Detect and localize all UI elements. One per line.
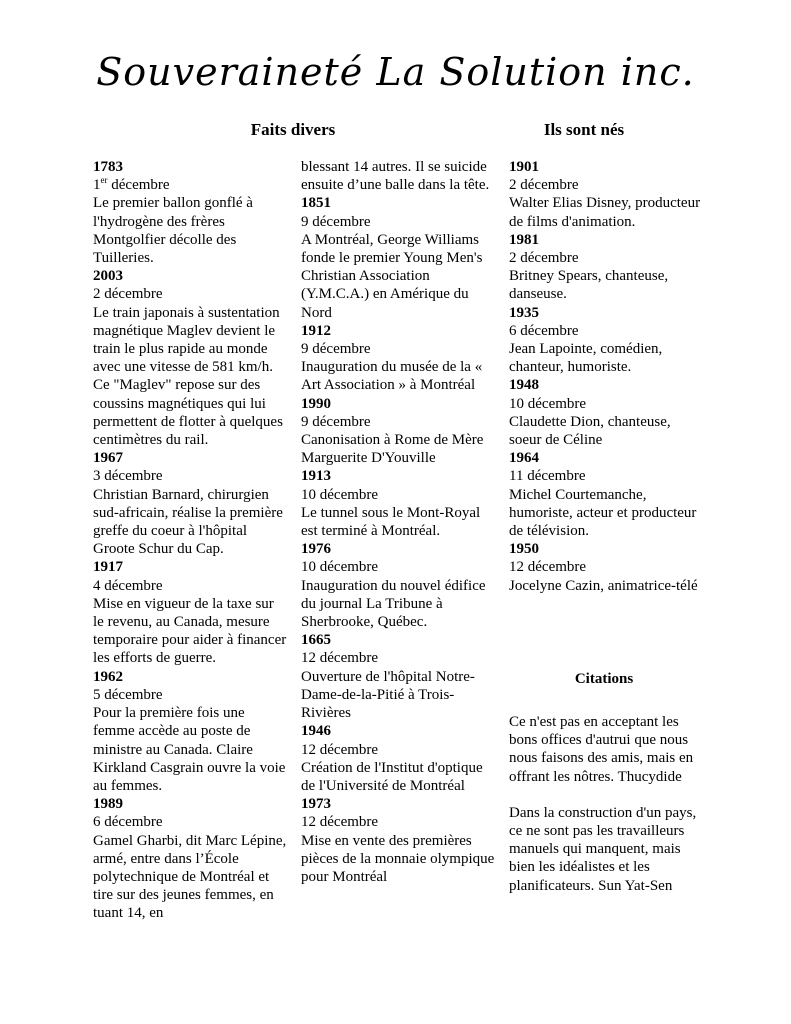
- entry-year: 1950: [509, 541, 539, 558]
- page-title: Souveraineté La Solution inc.: [96, 50, 695, 94]
- entry-text: Jocelyne Cazin, animatrice-télé: [509, 577, 698, 594]
- entry-date: 11 décembre: [509, 468, 586, 485]
- entry-date: 12 décembre: [301, 650, 379, 667]
- list-item: [509, 158, 704, 231]
- entry-year: 1912: [301, 322, 331, 339]
- list-item: [93, 795, 288, 922]
- entry-year: 1973: [301, 796, 331, 813]
- entry-year: 1948: [509, 377, 539, 394]
- entry-date: 12 décembre: [301, 741, 379, 758]
- entry-year: 1851: [301, 195, 331, 212]
- list-item: [301, 322, 496, 395]
- faits-column-2: [301, 158, 496, 886]
- entry-text: Walter Elias Disney, producteur de films d'animation.: [509, 195, 701, 230]
- entry-year: 1917: [93, 559, 123, 576]
- entry-text: Canonisation à Rome de Mère Marguerite D'Youville: [301, 432, 484, 467]
- quote-item: [509, 713, 704, 786]
- list-item: [93, 449, 288, 558]
- entry-date: 3 décembre: [93, 468, 163, 485]
- entry-year: 1976: [301, 541, 331, 558]
- quote-author: Thucydide: [617, 768, 682, 785]
- list-item: [93, 158, 288, 267]
- entry-date: 2 décembre: [509, 250, 579, 267]
- entry-text: Michel Courtemanche, humoriste, acteur et producteur de télévision.: [509, 486, 697, 540]
- entry-text: Le tunnel sous le Mont-Royal est terminé à Montréal.: [301, 504, 481, 540]
- list-item: [301, 467, 496, 540]
- entry-date: 5 décembre: [93, 686, 163, 703]
- list-item: [509, 540, 704, 595]
- faits-column-1: [93, 158, 288, 923]
- entry-date: 10 décembre: [301, 486, 379, 503]
- heading-faits-divers: Faits divers: [250, 120, 336, 139]
- entry-text: Le train japonais à sustentation magnétique Maglev devient le train le plus rapide au monde avec une vitesse de 581 km/h. Ce "Maglev" repose sur des coussins magnétiques qui lui permettent de flotter à quelques centimètres du rail.: [93, 304, 283, 449]
- list-item: [509, 376, 704, 449]
- heading-ils-sont-nes: Ils sont nés: [543, 120, 625, 139]
- list-item: [509, 304, 704, 377]
- list-item: [301, 540, 496, 631]
- entry-text: Mise en vente des premières pièces de la monnaie olympique pour Montréal: [301, 832, 495, 885]
- entry-text: Claudette Dion, chanteuse, soeur de Céline: [509, 413, 671, 449]
- entry-text: Ouverture de l'hôpital Notre-Dame-de-la-Pitié à Trois-Rivières: [301, 668, 475, 722]
- entry-text: Inauguration du nouvel édifice du journal La Tribune à Sherbrooke, Québec.: [301, 577, 486, 631]
- entry-year: 1901: [509, 159, 539, 175]
- citations-list: [509, 713, 704, 913]
- entry-date: 2 décembre: [509, 177, 579, 194]
- entry-date: 9 décembre: [301, 413, 371, 430]
- list-item: [93, 267, 288, 449]
- entry-text: A Montréal, George Williams fonde le premier Young Men's Christian Association (Y.M.C.A.) en Amérique du Nord: [301, 231, 483, 321]
- entry-text: Le premier ballon gonflé à l'hydrogène des frères Montgolfier décolle des Tuilleries.: [93, 195, 253, 267]
- entry-date: 12 décembre: [509, 559, 587, 576]
- quote-item: [509, 804, 704, 895]
- entry-year: 1962: [93, 668, 123, 685]
- list-item: [301, 795, 496, 886]
- quote-author: Sun Yat-Sen: [598, 877, 673, 894]
- entry-date: 6 décembre: [509, 322, 579, 339]
- list-item: [93, 668, 288, 795]
- entry-year: 1990: [301, 395, 331, 412]
- entry-date: 10 décembre: [509, 395, 587, 412]
- entry-year: 1913: [301, 468, 331, 485]
- entry-year: 1989: [93, 796, 123, 813]
- entry-text: Christian Barnard, chirurgien sud-africain, réalise la première greffe du coeur à l'hôpital Groote Schur du Cap.: [93, 486, 283, 558]
- entry-date: 9 décembre: [301, 213, 371, 230]
- entry-date: 9 décembre: [301, 341, 371, 358]
- entry-text: Mise en vigueur de la taxe sur le revenu, au Canada, mesure temporaire pour aider à financer les efforts de guerre.: [93, 595, 287, 667]
- entry-year: 1783: [93, 159, 123, 175]
- list-item: [301, 158, 496, 194]
- entry-year: 1935: [509, 304, 539, 321]
- entry-year: 1665: [301, 632, 331, 649]
- entry-text: Inauguration du musée de la « Art Association » à Montréal: [301, 359, 483, 394]
- entry-text: Jean Lapointe, comédien, chanteur, humoriste.: [509, 341, 663, 376]
- list-item: [93, 558, 288, 667]
- list-item: [301, 631, 496, 722]
- heading-citations: Citations: [574, 671, 634, 687]
- entry-date: 10 décembre: [301, 559, 379, 576]
- list-item: [509, 231, 704, 304]
- quote-text: Dans la construction d'un pays, ce ne sont pas les travailleurs manuels qui manquent, mais bien les idéalistes et les planificateurs.: [509, 804, 697, 894]
- entry-text: Création de l'Institut d'optique de l'Université de Montréal: [301, 759, 483, 794]
- entry-year: 1981: [509, 231, 539, 248]
- entry-date: 6 décembre: [93, 814, 163, 831]
- entry-year: 1964: [509, 450, 539, 467]
- entry-date: 12 décembre: [301, 814, 379, 831]
- entry-text: Gamel Gharbi, dit Marc Lépine, armé, entre dans l’École polytechnique de Montréal et tire sur des jeunes femmes, en tuant 14, en: [93, 832, 287, 922]
- list-item: [301, 395, 496, 468]
- list-item: [301, 722, 496, 795]
- list-item: [301, 194, 496, 321]
- nes-column: [509, 158, 704, 595]
- entry-year: 1946: [301, 723, 331, 740]
- entry-text-continued: blessant 14 autres. Il se suicide ensuite d’une balle dans la tête.: [301, 159, 490, 194]
- entry-year: 2003: [93, 268, 123, 285]
- entry-year: 1967: [93, 450, 123, 467]
- entry-date: 1er décembre: [93, 175, 170, 194]
- entry-text: Britney Spears, chanteuse, danseuse.: [509, 268, 669, 303]
- entry-text: Pour la première fois une femme accède au poste de ministre au Canada. Claire Kirkland Casgrain ouvre la voie au femmes.: [93, 705, 286, 794]
- entry-date: 2 décembre: [93, 286, 163, 303]
- quote-text: Ce n'est pas en acceptant les bons offices d'autrui que nous nous faisons des amis, mais en offrant les nôtres.: [509, 714, 694, 785]
- entry-date: 4 décembre: [93, 577, 163, 594]
- list-item: [509, 449, 704, 540]
